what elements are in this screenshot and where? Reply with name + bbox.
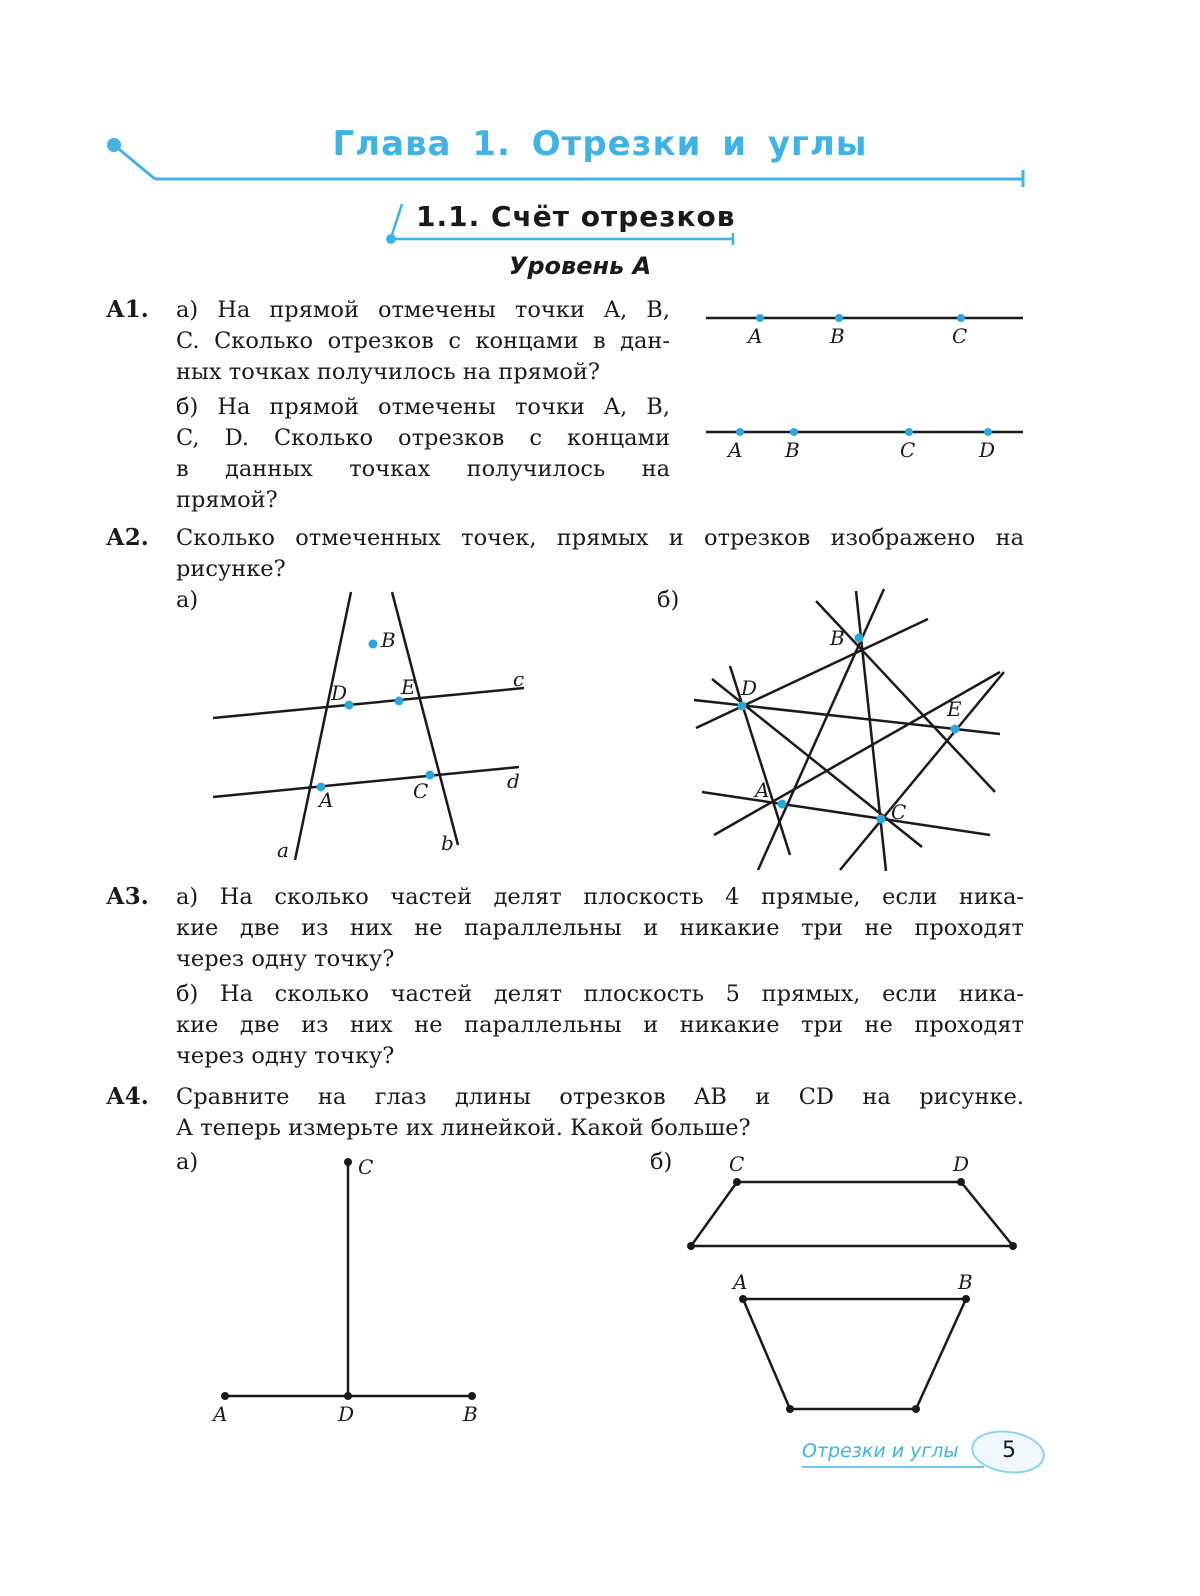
problem-a1-part-a <box>176 295 670 388</box>
text-line: б) На сколько частей делят плоскость 5 прямых, если ника- <box>176 981 1024 1007</box>
trapezoid-ab <box>743 1299 966 1409</box>
point-label: B <box>830 324 845 348</box>
figure-a2-a <box>200 585 540 865</box>
point-label: C <box>952 324 968 348</box>
point <box>1009 1242 1017 1250</box>
point-label: B <box>463 1402 478 1426</box>
text-line: ных точках получилось на прямой? <box>176 359 600 385</box>
problem-number: А4. <box>106 1083 149 1110</box>
text-line: C, D. Сколько отрезков с концами <box>176 425 670 451</box>
problem-number: А2. <box>106 524 149 551</box>
point <box>835 314 843 322</box>
point <box>778 800 787 809</box>
point <box>738 702 747 711</box>
line-label: b <box>441 831 454 855</box>
point <box>344 1158 352 1166</box>
text-line: а) На сколько частей делят плоскость 4 прямые, если ника- <box>176 884 1024 910</box>
text-line: Сравните на глаз длины отрезков AB и CD на рисунке. <box>176 1084 1024 1110</box>
point-label: C <box>358 1155 374 1179</box>
text-line: а) На прямой отмечены точки A, B, <box>176 297 670 323</box>
text-line: через одну точку? <box>176 1043 395 1069</box>
point-label: A <box>755 778 770 802</box>
problem-number: А3. <box>106 883 149 910</box>
subfigure-label: б) <box>650 1149 673 1175</box>
point <box>369 640 378 649</box>
text-line: прямой? <box>176 487 278 513</box>
text-line: А теперь измерьте их линейкой. Какой больше? <box>176 1115 751 1141</box>
point <box>957 314 965 322</box>
point <box>984 428 992 436</box>
point <box>739 1295 747 1303</box>
text-line: через одну точку? <box>176 946 395 972</box>
line <box>730 666 790 855</box>
point <box>957 1178 965 1186</box>
point-label: A <box>319 788 334 812</box>
point-label: A <box>728 438 743 462</box>
text-line: C. Сколько отрезков с концами в дан- <box>176 328 670 354</box>
point <box>786 1405 794 1413</box>
line-label: c <box>513 667 525 691</box>
point-label: A <box>733 1270 748 1294</box>
text-line: кие две из них не параллельны и никакие три не проходят <box>176 915 1024 941</box>
subfigure-label: а) <box>176 587 199 613</box>
point-label: B <box>830 626 845 650</box>
point-label: D <box>331 681 348 705</box>
point <box>756 314 764 322</box>
subfigure-label: а) <box>176 1149 199 1175</box>
line <box>856 591 886 871</box>
trapezoid-cd <box>691 1182 1013 1246</box>
problem-a4-text <box>176 1082 1024 1144</box>
problem-a3-part-b <box>176 979 1024 1072</box>
page-number: 5 <box>1002 1438 1016 1463</box>
point-label: C <box>900 438 916 462</box>
point <box>912 1405 920 1413</box>
figure-a4-a <box>200 1150 500 1430</box>
point <box>344 1392 352 1400</box>
section-title: 1.1. Счёт отрезков <box>416 200 736 233</box>
point <box>736 428 744 436</box>
figure-a1 <box>700 300 1030 470</box>
point-label: D <box>338 1402 355 1426</box>
figure-a4-b <box>680 1150 1030 1420</box>
text-line: б) На прямой отмечены точки A, B, <box>176 394 670 420</box>
line-label: d <box>507 769 520 793</box>
point-label: C <box>413 779 429 803</box>
point-label: A <box>748 324 763 348</box>
point-label: E <box>401 675 416 699</box>
level-title: Уровень А <box>508 252 652 280</box>
text-line: Сколько отмеченных точек, прямых и отрезков изображено на <box>176 525 1024 551</box>
point <box>221 1392 229 1400</box>
line-c <box>213 688 524 718</box>
point-label: D <box>979 438 996 462</box>
line-a <box>295 592 351 860</box>
problem-a2-text <box>176 523 1024 585</box>
subfigure-label: б) <box>657 587 680 613</box>
point <box>855 634 864 643</box>
point-label: D <box>741 676 758 700</box>
point-label: B <box>785 438 800 462</box>
point-label: E <box>947 697 962 721</box>
point <box>733 1178 741 1186</box>
problem-number: А1. <box>106 296 149 323</box>
point-label: B <box>958 1270 973 1294</box>
figure-a2-b <box>690 585 1010 875</box>
line-label: a <box>277 838 289 862</box>
problem-a1-part-b <box>176 392 670 516</box>
point <box>962 1295 970 1303</box>
point <box>790 428 798 436</box>
point <box>905 428 913 436</box>
line <box>840 672 1004 870</box>
chapter-title: Глава 1. Отрезки и углы <box>332 124 868 164</box>
text-line: рисунке? <box>176 556 286 582</box>
point-label: B <box>381 628 396 652</box>
point <box>877 815 886 824</box>
line-d <box>213 767 519 797</box>
point <box>951 725 960 734</box>
line <box>702 792 990 835</box>
footer-title: Отрезки и углы <box>802 1440 959 1462</box>
point-label: C <box>729 1152 745 1176</box>
point-label: C <box>891 800 907 824</box>
point-label: A <box>213 1402 228 1426</box>
text-line: в данных точках получилось на <box>176 456 670 482</box>
text-line: кие две из них не параллельны и никакие три не проходят <box>176 1012 1024 1038</box>
point-label: D <box>953 1152 970 1176</box>
point <box>468 1392 476 1400</box>
point <box>687 1242 695 1250</box>
line-b <box>392 592 458 845</box>
line <box>696 619 928 728</box>
problem-a3-part-a <box>176 882 1024 975</box>
